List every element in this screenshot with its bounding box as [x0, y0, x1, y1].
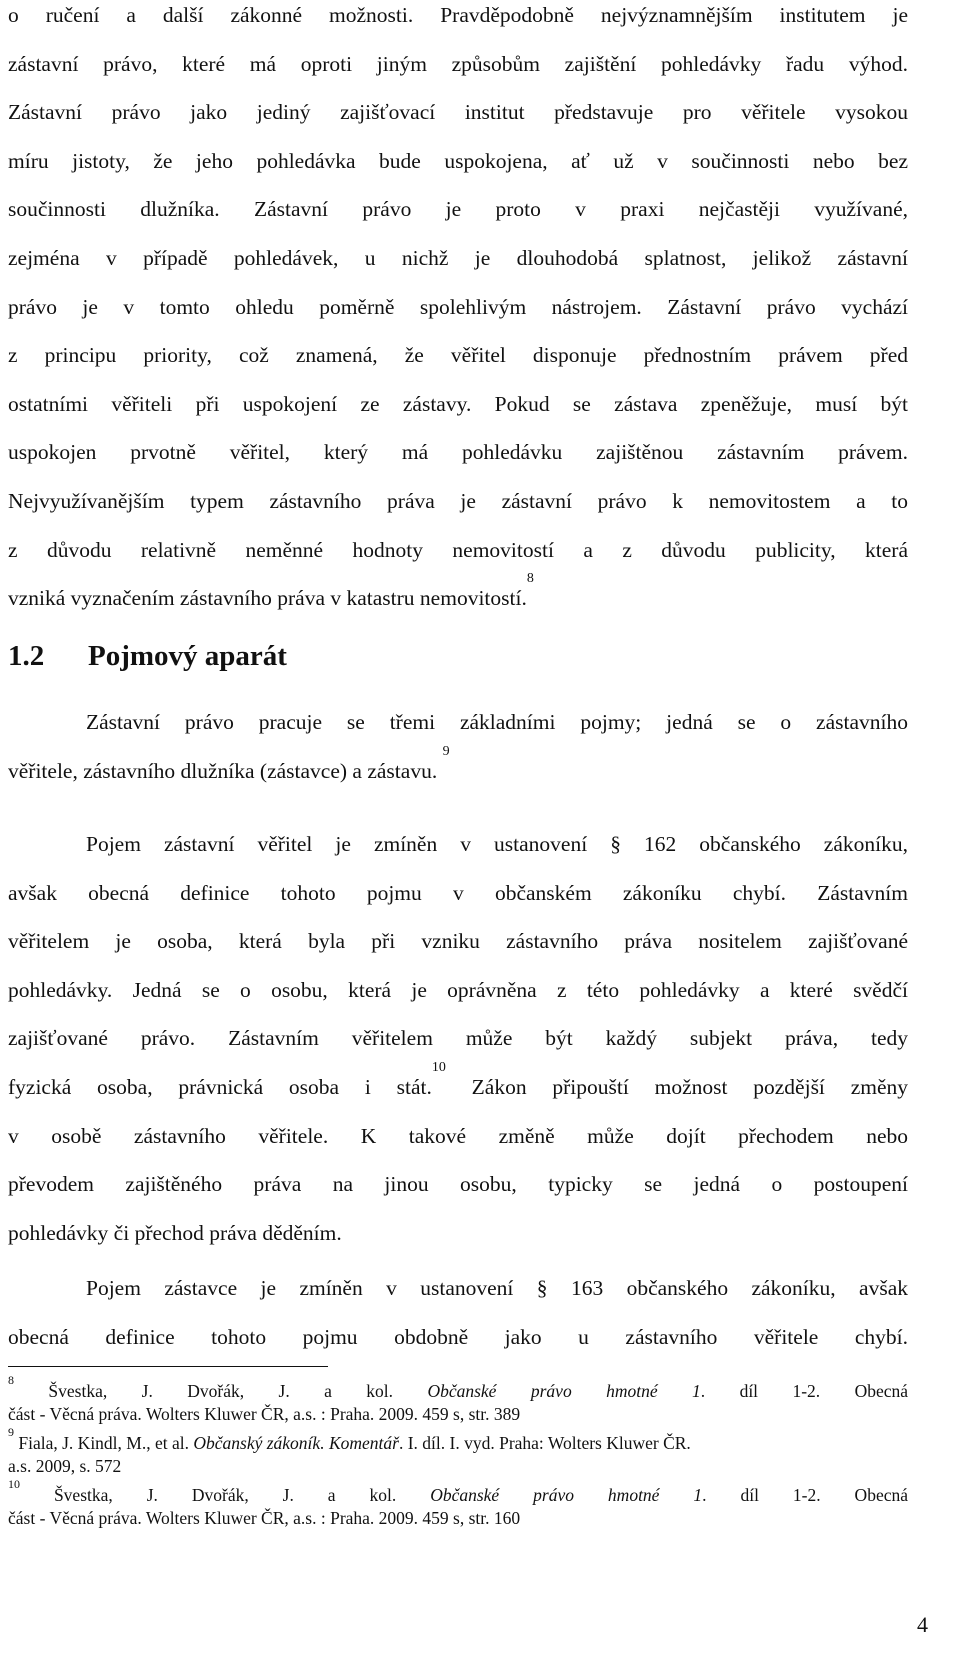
- section-sign: §: [610, 832, 621, 856]
- text-line: pohledávky či přechod práva děděním.: [8, 1220, 342, 1245]
- citation-title: Občanské právo hmotné 1: [427, 1381, 701, 1401]
- footnote-line: [8, 1477, 908, 1507]
- text-line: Zástavní právo pracuje se třemi základními pojmy; jedná se o zástavního: [86, 710, 908, 734]
- text-line: [8, 571, 908, 630]
- text-segment: Fiala, J. Kindl, M., et al.: [18, 1433, 189, 1453]
- text-line: uspokojen prvotně věřitel, který má pohledávku zajištěnou zástavním právem.: [8, 440, 908, 465]
- footnote-9: [8, 1425, 908, 1478]
- text-line: v osobě zástavního věřitele. K takové změně může dojít přechodem nebo: [8, 1123, 908, 1148]
- text-line: ostatními věřiteli při uspokojení ze zástavy. Pokud se zástava zpeněžuje, musí být: [8, 391, 908, 416]
- section-title: Pojmový aparát: [88, 640, 287, 672]
- text-line: [8, 1059, 909, 1119]
- text-line: zástavní právo, které má oproti jiným způsobům zajištění pohledávky řadu výhod.: [8, 51, 908, 76]
- text-line: převodem zajištěného práva na jinou osobu, typicky se jedná o postoupení: [8, 1172, 908, 1197]
- text-line: součinnosti dlužníka. Zástavní právo je proto v praxi nejčastěji využívané,: [8, 197, 908, 222]
- text-line: právo je v tomto ohledu poměrně spolehlivým nástrojem. Zástavní právo vychází: [8, 294, 908, 319]
- footnote-reference-10: 10: [431, 1059, 446, 1075]
- text-segment: . I. díl. I. vyd. Praha: Wolters Kluwer ČR.: [398, 1433, 691, 1453]
- text-segment: Pojem zástavce je zmíněn v ustanovení: [86, 1276, 514, 1300]
- text-line: avšak obecná definice tohoto pojmu v občanském zákoníku chybí. Zástavním: [8, 880, 908, 905]
- text-segment: 162 občanského zákoníku,: [644, 832, 908, 856]
- text-line-content: věřitele, zástavního dlužníka (zástavce) a zástavu.: [8, 758, 438, 783]
- text-segment: . díl 1-2. Obecná: [700, 1381, 909, 1401]
- footnote-number: 8: [8, 1373, 14, 1387]
- footnote-line: část - Věcná práva. Wolters Kluwer ČR, a.s. : Praha. 2009. 459 s, str. 389: [8, 1404, 521, 1424]
- section-sign: §: [536, 1276, 548, 1300]
- text-line: [8, 827, 908, 876]
- footnote-number: 9: [8, 1425, 14, 1439]
- text-line: zejména v případě pohledávek, u nichž je dlouhodobá splatnost, jelikož zástavní: [8, 245, 908, 270]
- footnote-line: část - Věcná práva. Wolters Kluwer ČR, a.s. : Praha. 2009. 459 s, str. 160: [8, 1508, 521, 1528]
- citation-title: Občanské právo hmotné 1: [430, 1485, 703, 1505]
- footnote-number: 10: [8, 1477, 20, 1491]
- footnote-separator: [8, 1366, 328, 1367]
- paragraph-zastavni-veritel: [8, 827, 908, 1264]
- text-line-content: vzniká vyznačením zástavního práva v katastru nemovitostí.: [8, 586, 527, 611]
- text-line: míru jistoty, že jeho pohledávka bude uspokojena, ať už v součinnosti nebo bez: [8, 148, 908, 173]
- text-line: [8, 1271, 908, 1320]
- text-segment: Zákon připouští možnost pozdější změny: [445, 1074, 909, 1099]
- footnote-reference-9: 9: [442, 743, 450, 759]
- text-line: z principu priority, což znamená, že věřitel disponuje přednostním právem před: [8, 343, 908, 368]
- text-segment: Pojem zástavní věřitel je zmíněn v ustanovení: [86, 832, 588, 856]
- footnote-8: [8, 1373, 909, 1426]
- text-segment: . díl 1-2. Obecná: [702, 1485, 908, 1505]
- text-segment: Švestka, J. Dvořák, J. a kol.: [53, 1485, 397, 1505]
- page-number: 4: [917, 1612, 928, 1637]
- footnote-line: [8, 1425, 908, 1455]
- text-segment: Švestka, J. Dvořák, J. a kol.: [48, 1381, 394, 1401]
- text-line: o ručení a další zákonné možnosti. Pravděpodobně nejvýznamnějším institutem je: [8, 3, 908, 27]
- text-line: [8, 743, 908, 803]
- paragraph-pojmy: [8, 705, 908, 802]
- text-segment: fyzická osoba, právnická osoba i stát.: [8, 1074, 432, 1099]
- text-line: věřitelem je osoba, která byla při vzniku zástavního práva nositelem zajišťované: [8, 929, 908, 954]
- text-line: zajišťované právo. Zástavním věřitelem může být každý subjekt práva, tedy: [8, 1026, 908, 1051]
- citation-title: Občanský zákoník. Komentář: [193, 1433, 399, 1453]
- section-number: 1.2: [8, 640, 45, 672]
- paragraph-zastavni-pravo: [8, 0, 908, 630]
- text-line: Zástavní právo jako jediný zajišťovací institut představuje pro věřitele vysokou: [8, 100, 908, 125]
- paragraph-zastavce: [8, 1271, 908, 1368]
- footnote-10: [8, 1477, 908, 1530]
- text-line: z důvodu relativně neměnné hodnoty nemovitostí a z důvodu publicity, která: [8, 537, 908, 562]
- text-line: pohledávky. Jedná se o osobu, která je oprávněna z této pohledávky a které svědčí: [8, 977, 908, 1002]
- footnote-line: [8, 1373, 909, 1403]
- text-line: obecná definice tohoto pojmu obdobně jako u zástavního věřitele chybí.: [8, 1324, 908, 1349]
- text-line: Nejvyužívanějším typem zástavního práva je zástavní právo k nemovitostem a to: [8, 488, 908, 513]
- text-segment: 163 občanského zákoníku, avšak: [570, 1276, 908, 1300]
- footnote-line: a.s. 2009, s. 572: [8, 1456, 122, 1476]
- section-heading: [8, 636, 287, 676]
- footnote-reference-8: 8: [526, 571, 534, 587]
